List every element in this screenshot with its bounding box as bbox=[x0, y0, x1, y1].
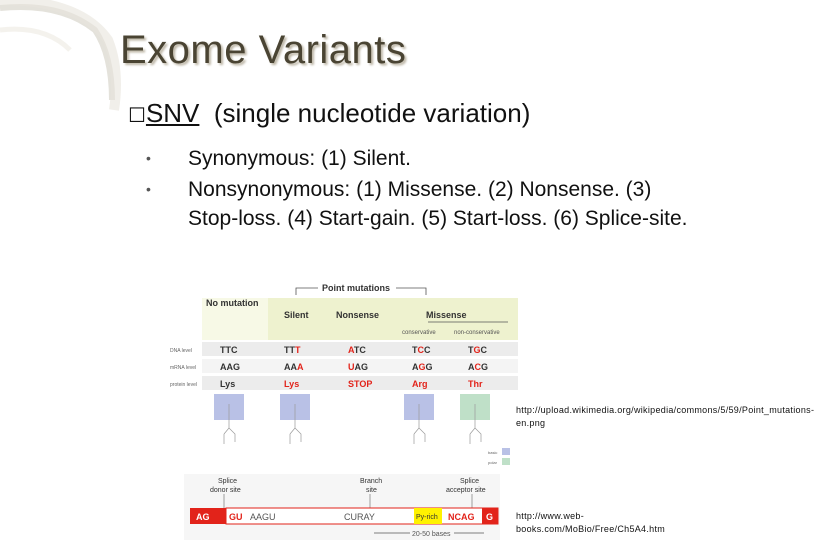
mrna-codon-3: AGG bbox=[412, 362, 433, 372]
bullet-item bbox=[146, 144, 706, 173]
nonsense-label: Nonsense bbox=[336, 310, 380, 320]
amino-acid-structures bbox=[224, 404, 481, 444]
protein-codon-1: Lys bbox=[284, 379, 300, 389]
mrna-codon-1: AAA bbox=[284, 362, 304, 372]
dna-codon-1: TTT bbox=[284, 345, 301, 355]
seq-gu: GU bbox=[229, 512, 243, 522]
bullet-text: Synonymous: (1) Silent. bbox=[188, 147, 411, 170]
legend-polar: polar bbox=[488, 460, 497, 465]
splice-acceptor-label-1: Splice bbox=[460, 478, 480, 485]
seq-aagu: AAGU bbox=[250, 512, 276, 522]
bullet-dot: • bbox=[146, 181, 151, 197]
seq-curay: CURAY bbox=[344, 512, 375, 522]
branch-label-1: Branch bbox=[360, 478, 383, 485]
dna-codon-3: TCC bbox=[412, 345, 431, 355]
bullet-text: Nonsynonymous: (1) Missense. (2) Nonsense. (3) Stop-loss. (4) Start-gain. (5) Start-loss. (6) Splice-site. bbox=[188, 178, 688, 230]
row-label-protein: protein level bbox=[170, 382, 197, 388]
seq-exon-g: G bbox=[486, 512, 494, 522]
splice-donor-label-2: donor site bbox=[210, 487, 241, 494]
no-mutation-label: No mutation bbox=[206, 298, 259, 308]
mrna-codon-2: UAG bbox=[348, 362, 369, 372]
legend-basic: basic bbox=[488, 450, 498, 455]
point-mutations-label: Point mutations bbox=[322, 283, 390, 293]
splice-acceptor-label-2: acceptor site bbox=[446, 487, 486, 494]
point-mutations-figure bbox=[168, 278, 518, 474]
bullet-item bbox=[146, 175, 706, 233]
snv-description: (single nucleotide variation) bbox=[213, 98, 531, 128]
seq-py-rich: Py-rich bbox=[416, 514, 438, 521]
snv-abbr: SNV bbox=[145, 98, 200, 128]
dna-codon-0: TTC bbox=[220, 345, 238, 355]
bullet-dot: • bbox=[146, 150, 151, 166]
bases-label: 20-50 bases bbox=[412, 531, 451, 538]
protein-codon-0: Lys bbox=[220, 379, 236, 389]
splice-site-figure bbox=[184, 474, 500, 540]
protein-codon-3: Arg bbox=[412, 379, 428, 389]
slide-title: Exome Variants bbox=[120, 28, 407, 72]
mrna-codon-0: AAG bbox=[220, 362, 241, 372]
protein-codon-2: STOP bbox=[348, 379, 373, 389]
row-label-mrna: mRNA level bbox=[170, 365, 197, 371]
figure1-source-link[interactable]: http://upload.wikimedia.org/wikipedia/commons/5/59/Point_mutations-en.png bbox=[516, 405, 814, 428]
branch-label-2: site bbox=[366, 487, 377, 494]
dna-codon-4: TGC bbox=[468, 345, 488, 355]
conservative-label: conservative bbox=[402, 330, 436, 336]
figure2-source-link[interactable]: http://www.web-books.com/MoBio/Free/Ch5A4.htm bbox=[516, 511, 666, 534]
checkbox-glyph-icon: ☐ bbox=[128, 103, 146, 127]
seq-exon-ag: AG bbox=[196, 512, 210, 522]
mrna-codon-4: ACG bbox=[468, 362, 489, 372]
bullet-list bbox=[146, 144, 706, 235]
protein-codon-4: Thr bbox=[468, 379, 483, 389]
silent-label: Silent bbox=[284, 310, 309, 320]
splice-donor-label-1: Splice bbox=[218, 478, 238, 485]
dna-codon-2: ATC bbox=[348, 345, 366, 355]
seq-ncag: NCAG bbox=[448, 512, 475, 522]
non-conservative-label: non-conservative bbox=[454, 330, 500, 336]
missense-label: Missense bbox=[426, 310, 467, 320]
row-label-dna: DNA level bbox=[170, 348, 192, 354]
snv-heading bbox=[128, 98, 530, 129]
